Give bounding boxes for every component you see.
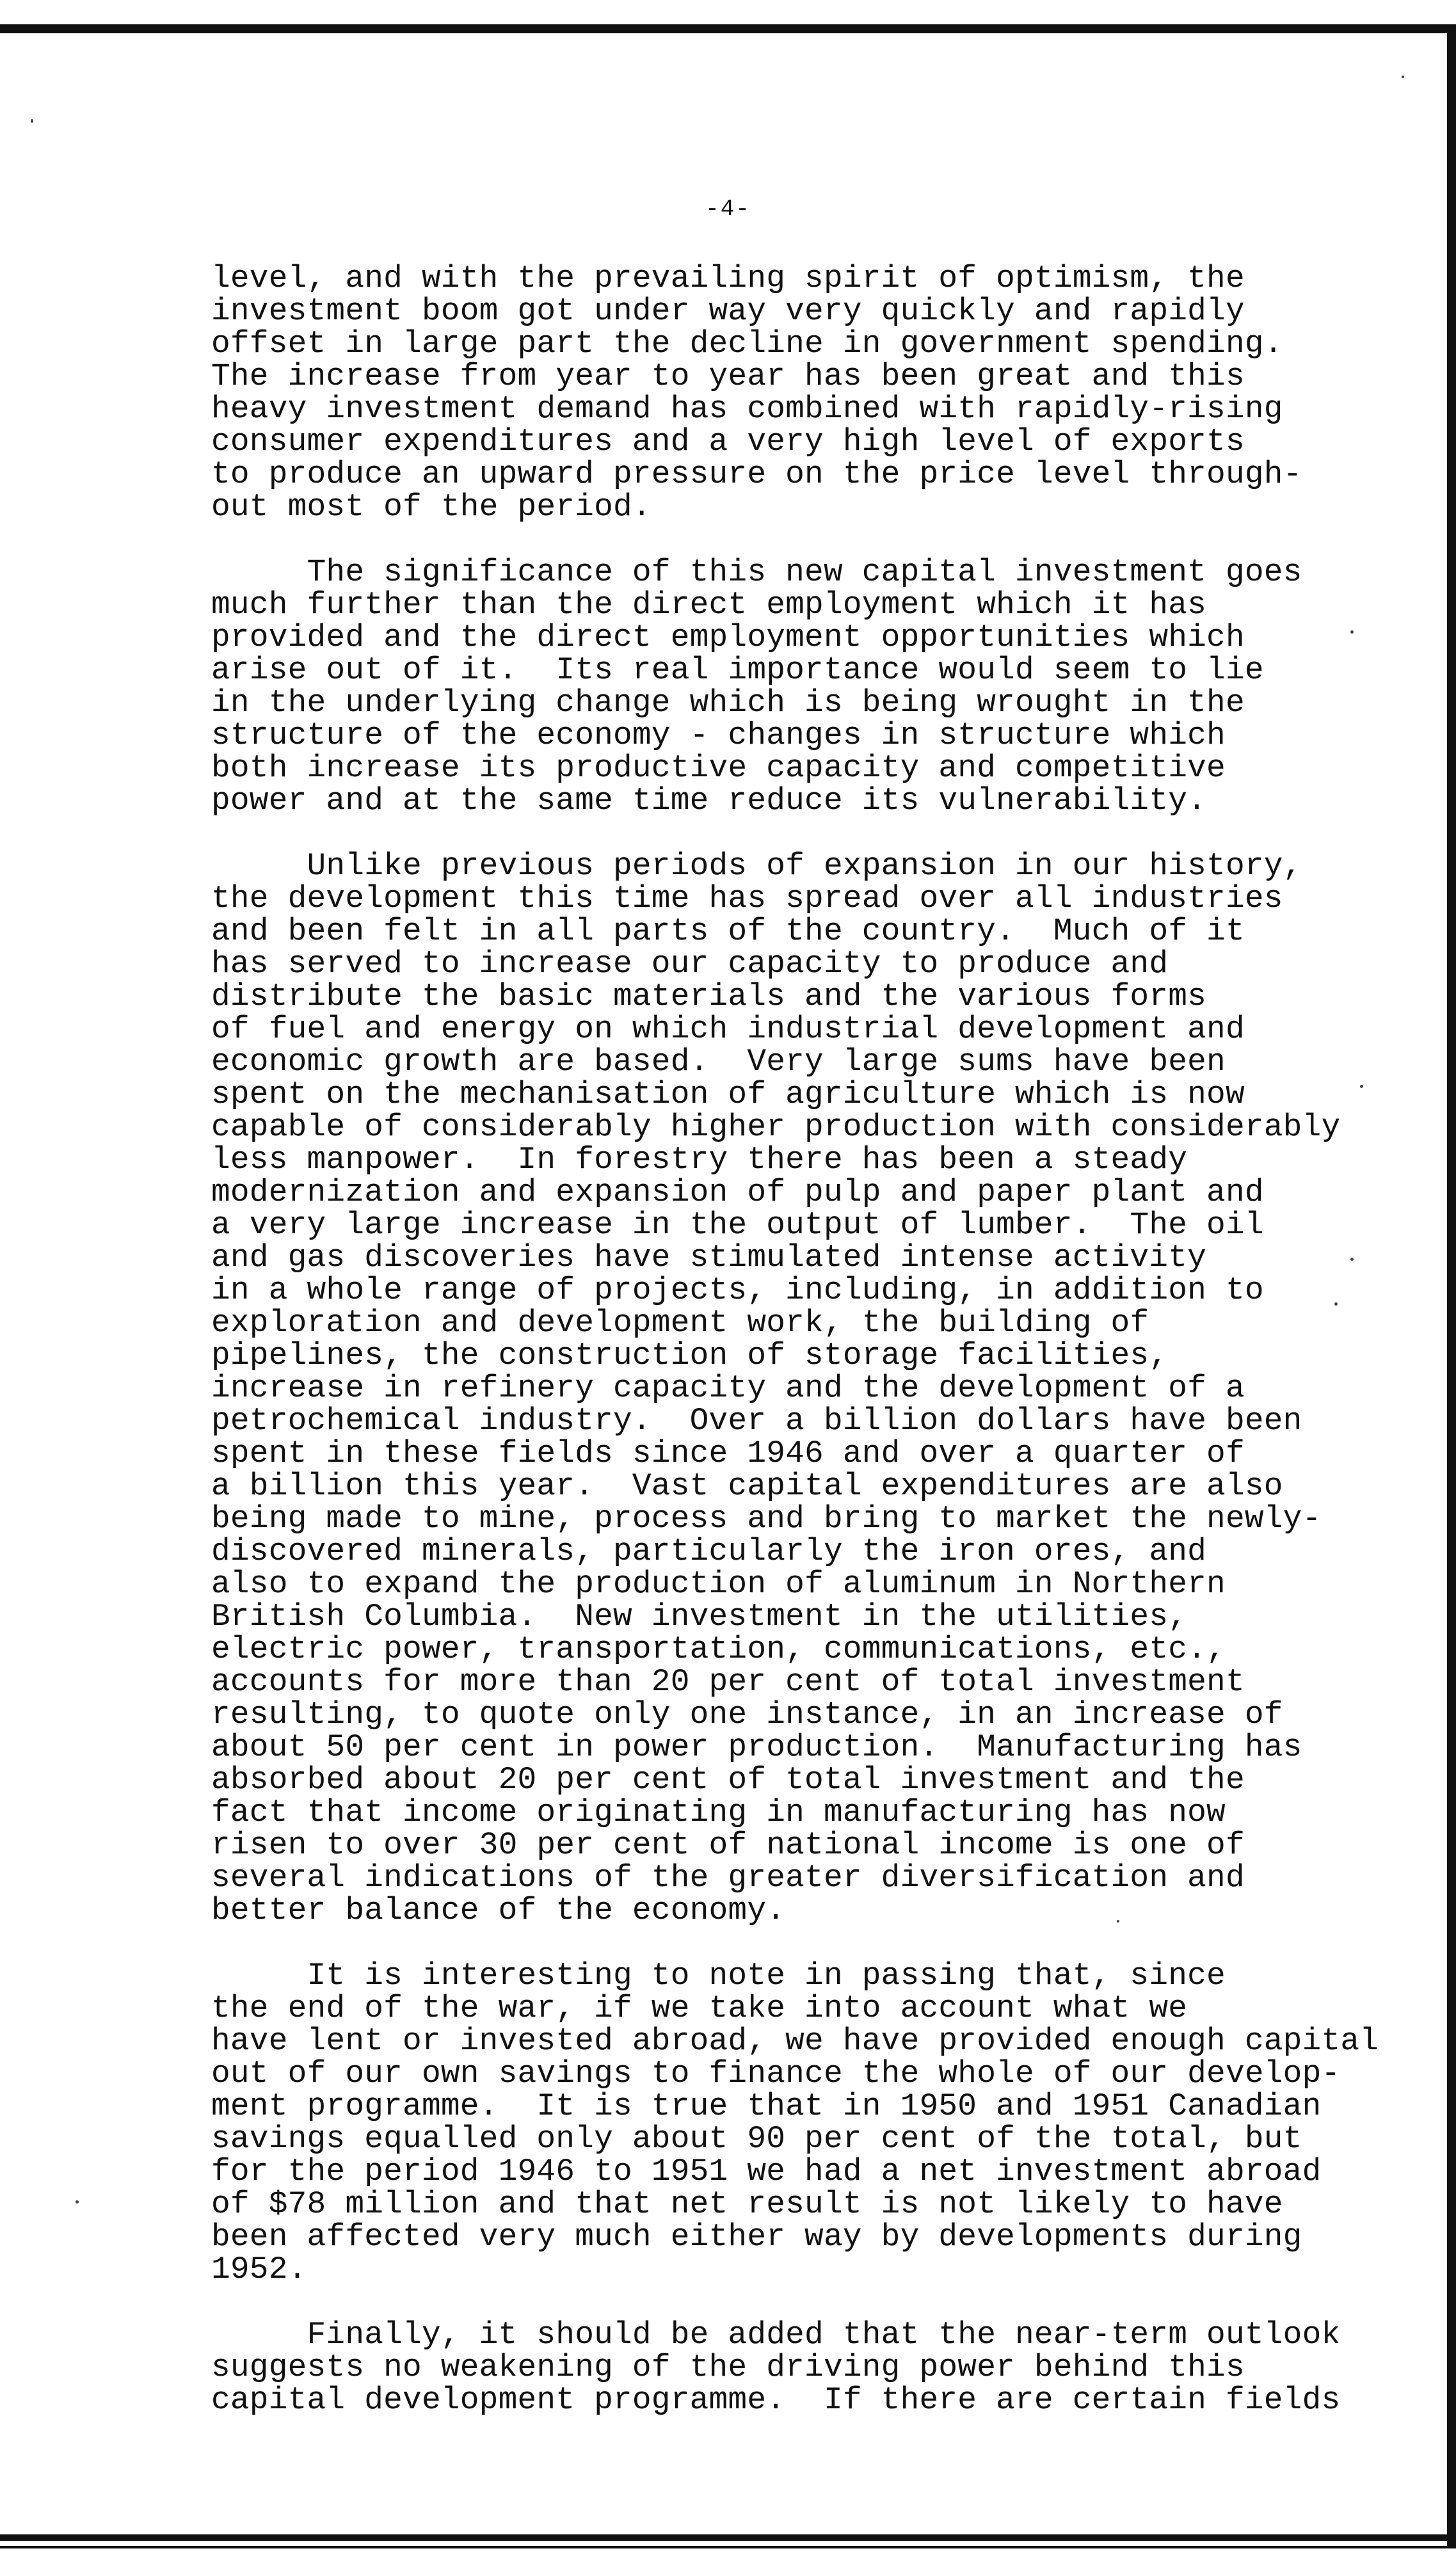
text-line: electric power, transportation, communications, etc.,	[211, 1631, 1226, 1667]
text-line: pipelines, the construction of storage facilities,	[211, 1338, 1169, 1373]
text-line: consumer expenditures and a very high level of exports	[211, 424, 1245, 460]
text-line: savings equalled only about 90 per cent of the total, but	[211, 2121, 1302, 2157]
text-line: accounts for more than 20 per cent of total investment	[211, 1664, 1245, 1700]
scan-speck	[31, 119, 33, 123]
text-line: both increase its productive capacity and competitive	[211, 750, 1226, 786]
text-line: several indications of the greater diversification and	[211, 1860, 1245, 1896]
text-line: heavy investment demand has combined with rapidly-rising	[211, 391, 1283, 427]
text-line: petrochemical industry. Over a billion dollars have been	[211, 1403, 1302, 1439]
page-number: -4-	[705, 196, 751, 222]
scan-speck	[1402, 76, 1404, 78]
text-line: the end of the war, if we take into account what we	[211, 1990, 1188, 2026]
text-line: also to expand the production of aluminum in Northern	[211, 1566, 1226, 1602]
paragraph	[211, 262, 1427, 524]
text-line: out of our own savings to finance the whole of our develop-	[211, 2056, 1341, 2092]
text-line: ment programme. It is true that in 1950 and 1951 Canadian	[211, 2088, 1322, 2124]
text-line: has served to increase our capacity to produce and	[211, 946, 1169, 982]
text-line: less manpower. In forestry there has been a steady	[211, 1142, 1188, 1178]
text-line: British Columbia. New investment in the utilities,	[211, 1599, 1188, 1635]
text-line: It is interesting to note in passing that, since	[211, 1958, 1226, 1994]
text-line: modernization and expansion of pulp and paper plant and	[211, 1174, 1264, 1210]
text-line: resulting, to quote only one instance, in an increase of	[211, 1697, 1283, 1732]
text-line: for the period 1946 to 1951 we had a net investment abroad	[211, 2154, 1322, 2189]
text-line: being made to mine, process and bring to market the newly-	[211, 1501, 1322, 1537]
text-line: been affected very much either way by developments during	[211, 2219, 1302, 2255]
text-line: offset in large part the decline in government spending.	[211, 326, 1283, 362]
text-line: level, and with the prevailing spirit of optimism, the	[211, 260, 1245, 296]
text-line: spent in these fields since 1946 and over a quarter of	[211, 1436, 1245, 1471]
text-line: arise out of it. Its real importance would seem to lie	[211, 652, 1264, 688]
text-line: capable of considerably higher production with considerably	[211, 1109, 1341, 1145]
paragraph	[211, 556, 1427, 817]
text-line: discovered minerals, particularly the iron ores, and	[211, 1533, 1207, 1569]
page-border-right	[1447, 24, 1456, 2546]
text-line: risen to over 30 per cent of national income is one of	[211, 1827, 1245, 1863]
text-line: spent on the mechanisation of agriculture which is now	[211, 1076, 1245, 1112]
page-border-top	[0, 24, 1456, 33]
text-line: in the underlying change which is being wrought in the	[211, 685, 1245, 721]
paragraph	[211, 2319, 1427, 2417]
text-line: Unlike previous periods of expansion in our history,	[211, 848, 1302, 884]
text-line: fact that income originating in manufacturing has now	[211, 1795, 1226, 1830]
text-line: better balance of the economy.	[211, 1892, 786, 1928]
text-line: 1952.	[211, 2252, 307, 2287]
text-line: economic growth are based. Very large sums have been	[211, 1044, 1226, 1080]
text-line: about 50 per cent in power production. Manufacturing has	[211, 1729, 1302, 1765]
text-line: distribute the basic materials and the various forms	[211, 979, 1207, 1014]
text-line: structure of the economy - changes in structure which	[211, 717, 1226, 753]
text-line: have lent or invested abroad, we have provided enough capital	[211, 2023, 1379, 2059]
text-line: out most of the period.	[211, 489, 652, 525]
text-line: absorbed about 20 per cent of total investment and the	[211, 1762, 1245, 1798]
text-line: and been felt in all parts of the country. Much of it	[211, 913, 1245, 949]
text-line: and gas discoveries have stimulated intense activity	[211, 1240, 1207, 1276]
text-line: to produce an upward pressure on the price level through-	[211, 456, 1302, 492]
scan-speck	[76, 2200, 79, 2204]
text-line: exploration and development work, the building of	[211, 1305, 1149, 1341]
paragraph	[211, 1960, 1427, 2286]
text-line: power and at the same time reduce its vulnerability.	[211, 783, 1207, 819]
text-line: in a whole range of projects, including, in addition to	[211, 1272, 1264, 1308]
page-border-bottom	[0, 2534, 1456, 2541]
text-line: The increase from year to year has been great and this	[211, 358, 1245, 394]
text-line: capital development programme. If there are certain fields	[211, 2382, 1341, 2418]
text-line: provided and the direct employment opportunities which	[211, 620, 1245, 655]
text-line: much further than the direct employment which it has	[211, 587, 1207, 623]
text-line: the development this time has spread over all industries	[211, 881, 1283, 916]
text-line: Finally, it should be added that the near-term outlook	[211, 2317, 1341, 2353]
paragraph	[211, 850, 1427, 1927]
document-body	[211, 262, 1427, 2417]
text-line: investment boom got under way very quickly and rapidly	[211, 293, 1245, 329]
text-line: increase in refinery capacity and the development of a	[211, 1370, 1245, 1406]
text-line: a billion this year. Vast capital expenditures are also	[211, 1468, 1283, 1504]
text-line: of $78 million and that net result is not likely to have	[211, 2186, 1283, 2222]
text-line: of fuel and energy on which industrial development and	[211, 1011, 1245, 1047]
text-line: suggests no weakening of the driving power behind this	[211, 2349, 1245, 2385]
text-line: The significance of this new capital investment goes	[211, 554, 1302, 590]
text-line: a very large increase in the output of lumber. The oil	[211, 1207, 1264, 1243]
page-border-bottom-inner	[0, 2546, 1456, 2548]
